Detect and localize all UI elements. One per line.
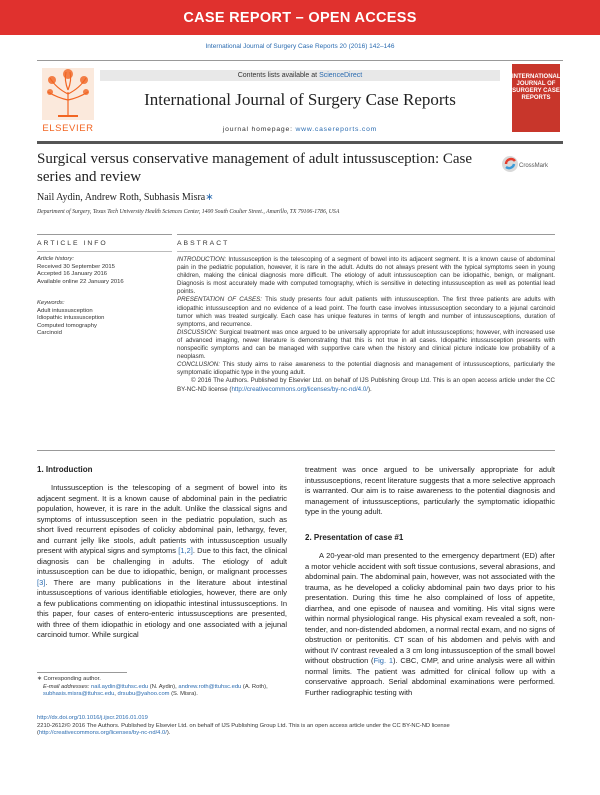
email-owner: (N. Aydin), — [148, 683, 179, 690]
received-date: Received 30 September 2015 — [37, 263, 115, 270]
license-link[interactable]: http://creativecommons.org/licenses/by-nc-nd/4.0/ — [38, 730, 167, 737]
email-addresses — [37, 684, 297, 699]
keyword-item: Adult intussusception — [37, 307, 93, 314]
footnote-divider — [37, 672, 127, 673]
body-text: A 20-year-old man presented to the emergency department (ED) after a motor vehicle accident with soft tissue contusions, several abrasions, and abdominal pain. The abdominal pain, however, was not associated with the trauma, as he developed a colicky abdominal pain two days prior to his presentation. During this time he also complained of loss of appetite, diarrhea, and one episode of nausea and vomiting. His vital signs were within normal physiological range. His physical exam revealed a soft, non-tender, and non-distended abdomen, a normal rectal exam, and no signs of obstruction or peritonitis. CT scan of his abdomen and pelvis with and without IV contrast revealed a 3 cm long intussusception of the small bowel without obstruction ( — [305, 551, 555, 665]
corresponding-author-note: ∗ Corresponding author. — [37, 676, 101, 682]
abstract-section-label: INTRODUCTION: — [177, 256, 227, 263]
homepage-link[interactable]: www.casereports.com — [295, 126, 378, 133]
keyword-item: Idiopathic intussusception — [37, 315, 105, 322]
contents-available-line — [100, 70, 500, 81]
divider — [37, 251, 172, 252]
publisher-name: ELSEVIER — [42, 123, 94, 134]
figure-link[interactable]: Fig. 1 — [373, 656, 394, 665]
abstract-section-label: DISCUSSION: — [177, 328, 218, 336]
email-label: E-mail addresses: — [43, 683, 92, 690]
journal-cover-image — [512, 64, 560, 132]
email-link[interactable]: nail.aydin@ttuhsc.edu — [91, 683, 149, 690]
author-affiliation: Department of Surgery, Texas Tech University Health Sciences Center, 1400 South Coulter Street., Amarillo, TX 79106-1786, USA — [37, 209, 340, 215]
keyword-item: Carcinoid — [37, 330, 62, 337]
reference-link[interactable]: [3] — [37, 577, 46, 587]
crossmark-icon[interactable] — [500, 152, 549, 176]
body-text: Intussusception is the telescoping of a segment of bowel into its adjacent segment. It is a known cause of abdominal pain in the pediatric population, however, it is rare in the adult. Unlike the classical signs and symptoms of intussusception seen in the pediatric population, such as short lived recurrent episodes of colicky abdominal pain, lethargy, fever, and currant jelly like stools, adult patients with intussusception usually present with atypical signs and symptoms — [37, 483, 287, 555]
abstract-cases — [177, 296, 555, 328]
case1-heading: 2. Presentation of case #1 — [305, 533, 404, 542]
license-close: ). — [367, 385, 372, 393]
doi-link[interactable]: http://dx.doi.org/10.1016/j.ijscr.2016.01.019 — [37, 715, 148, 721]
crossmark-label: CrossMark — [519, 163, 549, 169]
abstract-text: This study presents four adult patients with intussusception. The first three patients are adults with idiopathic intussusception and no evidence of a lead point. The fourth case involves intussusception secondary to a jejunal carcinoid tumor which was treated surgically. Each case has unique features in terms of length and number of intussusceptions, duration of symptoms, and recurrence. — [177, 296, 555, 328]
keywords-label: Keywords: — [37, 300, 65, 306]
email-owner: (A. Roth), — [241, 683, 268, 690]
email-owner: (S. Misra). — [169, 691, 198, 698]
authors-text: Nail Aydin, Andrew Roth, Subhasis Misra — [37, 192, 206, 203]
abstract-conclusion — [177, 361, 555, 377]
article-info-heading: ARTICLE INFO — [37, 240, 108, 247]
body-text: . Due to this fact, the clinical diagnosis can be challenging in adults. The etiology of adult intussusception can be due to idiopathic, benign, or malignant processes — [37, 546, 287, 576]
abstract-introduction — [177, 256, 555, 296]
corresponding-author-mark[interactable]: ∗ — [205, 192, 214, 203]
author-list — [37, 192, 214, 203]
email-link[interactable]: subhasis.misra@ttuhsc.edu — [43, 691, 115, 698]
case1-column — [305, 551, 555, 698]
email-link[interactable]: drsubu@yahoo.com — [117, 691, 170, 698]
contents-prefix: Contents lists available at — [237, 72, 320, 79]
article-history — [37, 256, 172, 286]
journal-citation-link[interactable]: International Journal of Surgery Case Reports 20 (2016) 142–146 — [205, 43, 395, 50]
sciencedirect-link[interactable]: ScienceDirect — [319, 72, 363, 79]
introduction-column — [37, 483, 287, 641]
email-link[interactable]: andrew.roth@ttuhsc.edu — [178, 683, 242, 690]
journal-title: International Journal of Surgery Case Reports — [144, 90, 456, 109]
article-title: Surgical versus conservative management of adult intussusception: Case series and review — [37, 151, 473, 185]
introduction-continued — [305, 465, 555, 518]
license-text: © 2016 The Authors. Published by Elsevier Ltd. on behalf of IJS Publishing Group Ltd. This is an open access article under the CC BY-NC-ND license ( — [177, 377, 555, 393]
case1-paragraph — [305, 551, 555, 698]
abstract-text: This study aims to raise awareness to the potential diagnosis and management of intussusceptions, particularly the symptomatic idiopathic type in the young adult. — [177, 361, 555, 377]
abstract-body — [177, 256, 555, 394]
homepage-prefix: journal homepage: — [222, 126, 296, 133]
abstract-text: Surgical treatment was once argued to be universally appropriate for adult intussusceptions; however, with increased use of advanced imaging, newer literature is demonstrating that this is not true in all cases. Idiopathic intussusception presents with nonspecific symptoms and can be managed with supportive care when the history and clinical picture indicate low probability of a neoplasm. — [177, 328, 555, 361]
introduction-paragraph: treatment was once argued to be universally appropriate for adult intussusceptions, recent literature suggests that a more selective approach is warranted. Our aim is to raise awareness to the potential diagnosis and management of intussusceptions, particularly the symptomatic idiopathic type in the young adult. — [305, 465, 555, 516]
body-text: . There are many publications in the literature about intestinal intussusceptions of various identifiable etiologies, however, there are only a few publications commenting on idiopathic intestinal intussusceptions. In this paper, four cases of entero-enteric intussusceptions are presented, with three of them idiopathic in etiology and one associated with a jejunal carcinoid tumor. While surgical — [37, 577, 287, 639]
journal-homepage — [100, 126, 500, 133]
abstract-text: Intussusception is the telescoping of a segment of bowel into its adjacent segment. It is a known cause of abdominal pain in the pediatric population, however, it is rare in the adult. Adults do not always present with the typical symptoms seen in young children, making the clinical diagnosis more difficult. The etiology of adult intussusception can be idiopathic, benign, or malignant. Diagnosis is most accurately made with computed tomography, which is sensitive in detecting intussusception as well as potential lead points. — [177, 256, 555, 296]
available-date: Available online 22 January 2016 — [37, 278, 124, 285]
divider — [37, 450, 555, 451]
copyright-text: 2210-2612/© 2016 The Authors. Published by Elsevier Ltd. on behalf of IJS Publishing Group Ltd. This is an open access article under the CC BY-NC-ND license ( — [37, 722, 450, 737]
history-label: Article history: — [37, 256, 74, 262]
keywords-block — [37, 300, 172, 338]
doi-block — [37, 715, 555, 738]
cover-title: INTERNATIONAL JOURNAL OF SURGERY CASE REPORTS — [512, 74, 561, 101]
abstract-heading: ABSTRACT — [177, 240, 230, 247]
footnote — [37, 676, 297, 699]
body-text: ). CBC, CMP, and urine analysis were all within normal limits. The patient was admitted for clinical follow up with a conservative approach. Serial abdominal examinations were performed. Further radiographic testing with — [305, 656, 555, 697]
copyright-close: ). — [166, 730, 171, 737]
email-separator: , — [114, 691, 118, 698]
divider — [37, 234, 172, 235]
case-report-banner: CASE REPORT – OPEN ACCESS — [0, 0, 600, 35]
introduction-heading: 1. Introduction — [37, 465, 93, 474]
abstract-section-label: CONCLUSION: — [177, 361, 220, 369]
abstract-section-label: PRESENTATION OF CASES: — [177, 296, 262, 304]
license-link[interactable]: http://creativecommons.org/licenses/by-nc-nd/4.0/ — [231, 385, 368, 393]
divider — [177, 234, 555, 235]
divider — [177, 251, 555, 252]
accepted-date: Accepted 16 January 2016 — [37, 271, 108, 278]
abstract-discussion — [177, 329, 555, 361]
introduction-paragraph — [37, 483, 287, 641]
keyword-item: Computed tomography — [37, 322, 97, 329]
reference-link[interactable]: [1,2] — [178, 546, 193, 555]
copyright-line — [37, 723, 555, 738]
license-statement — [177, 377, 555, 393]
